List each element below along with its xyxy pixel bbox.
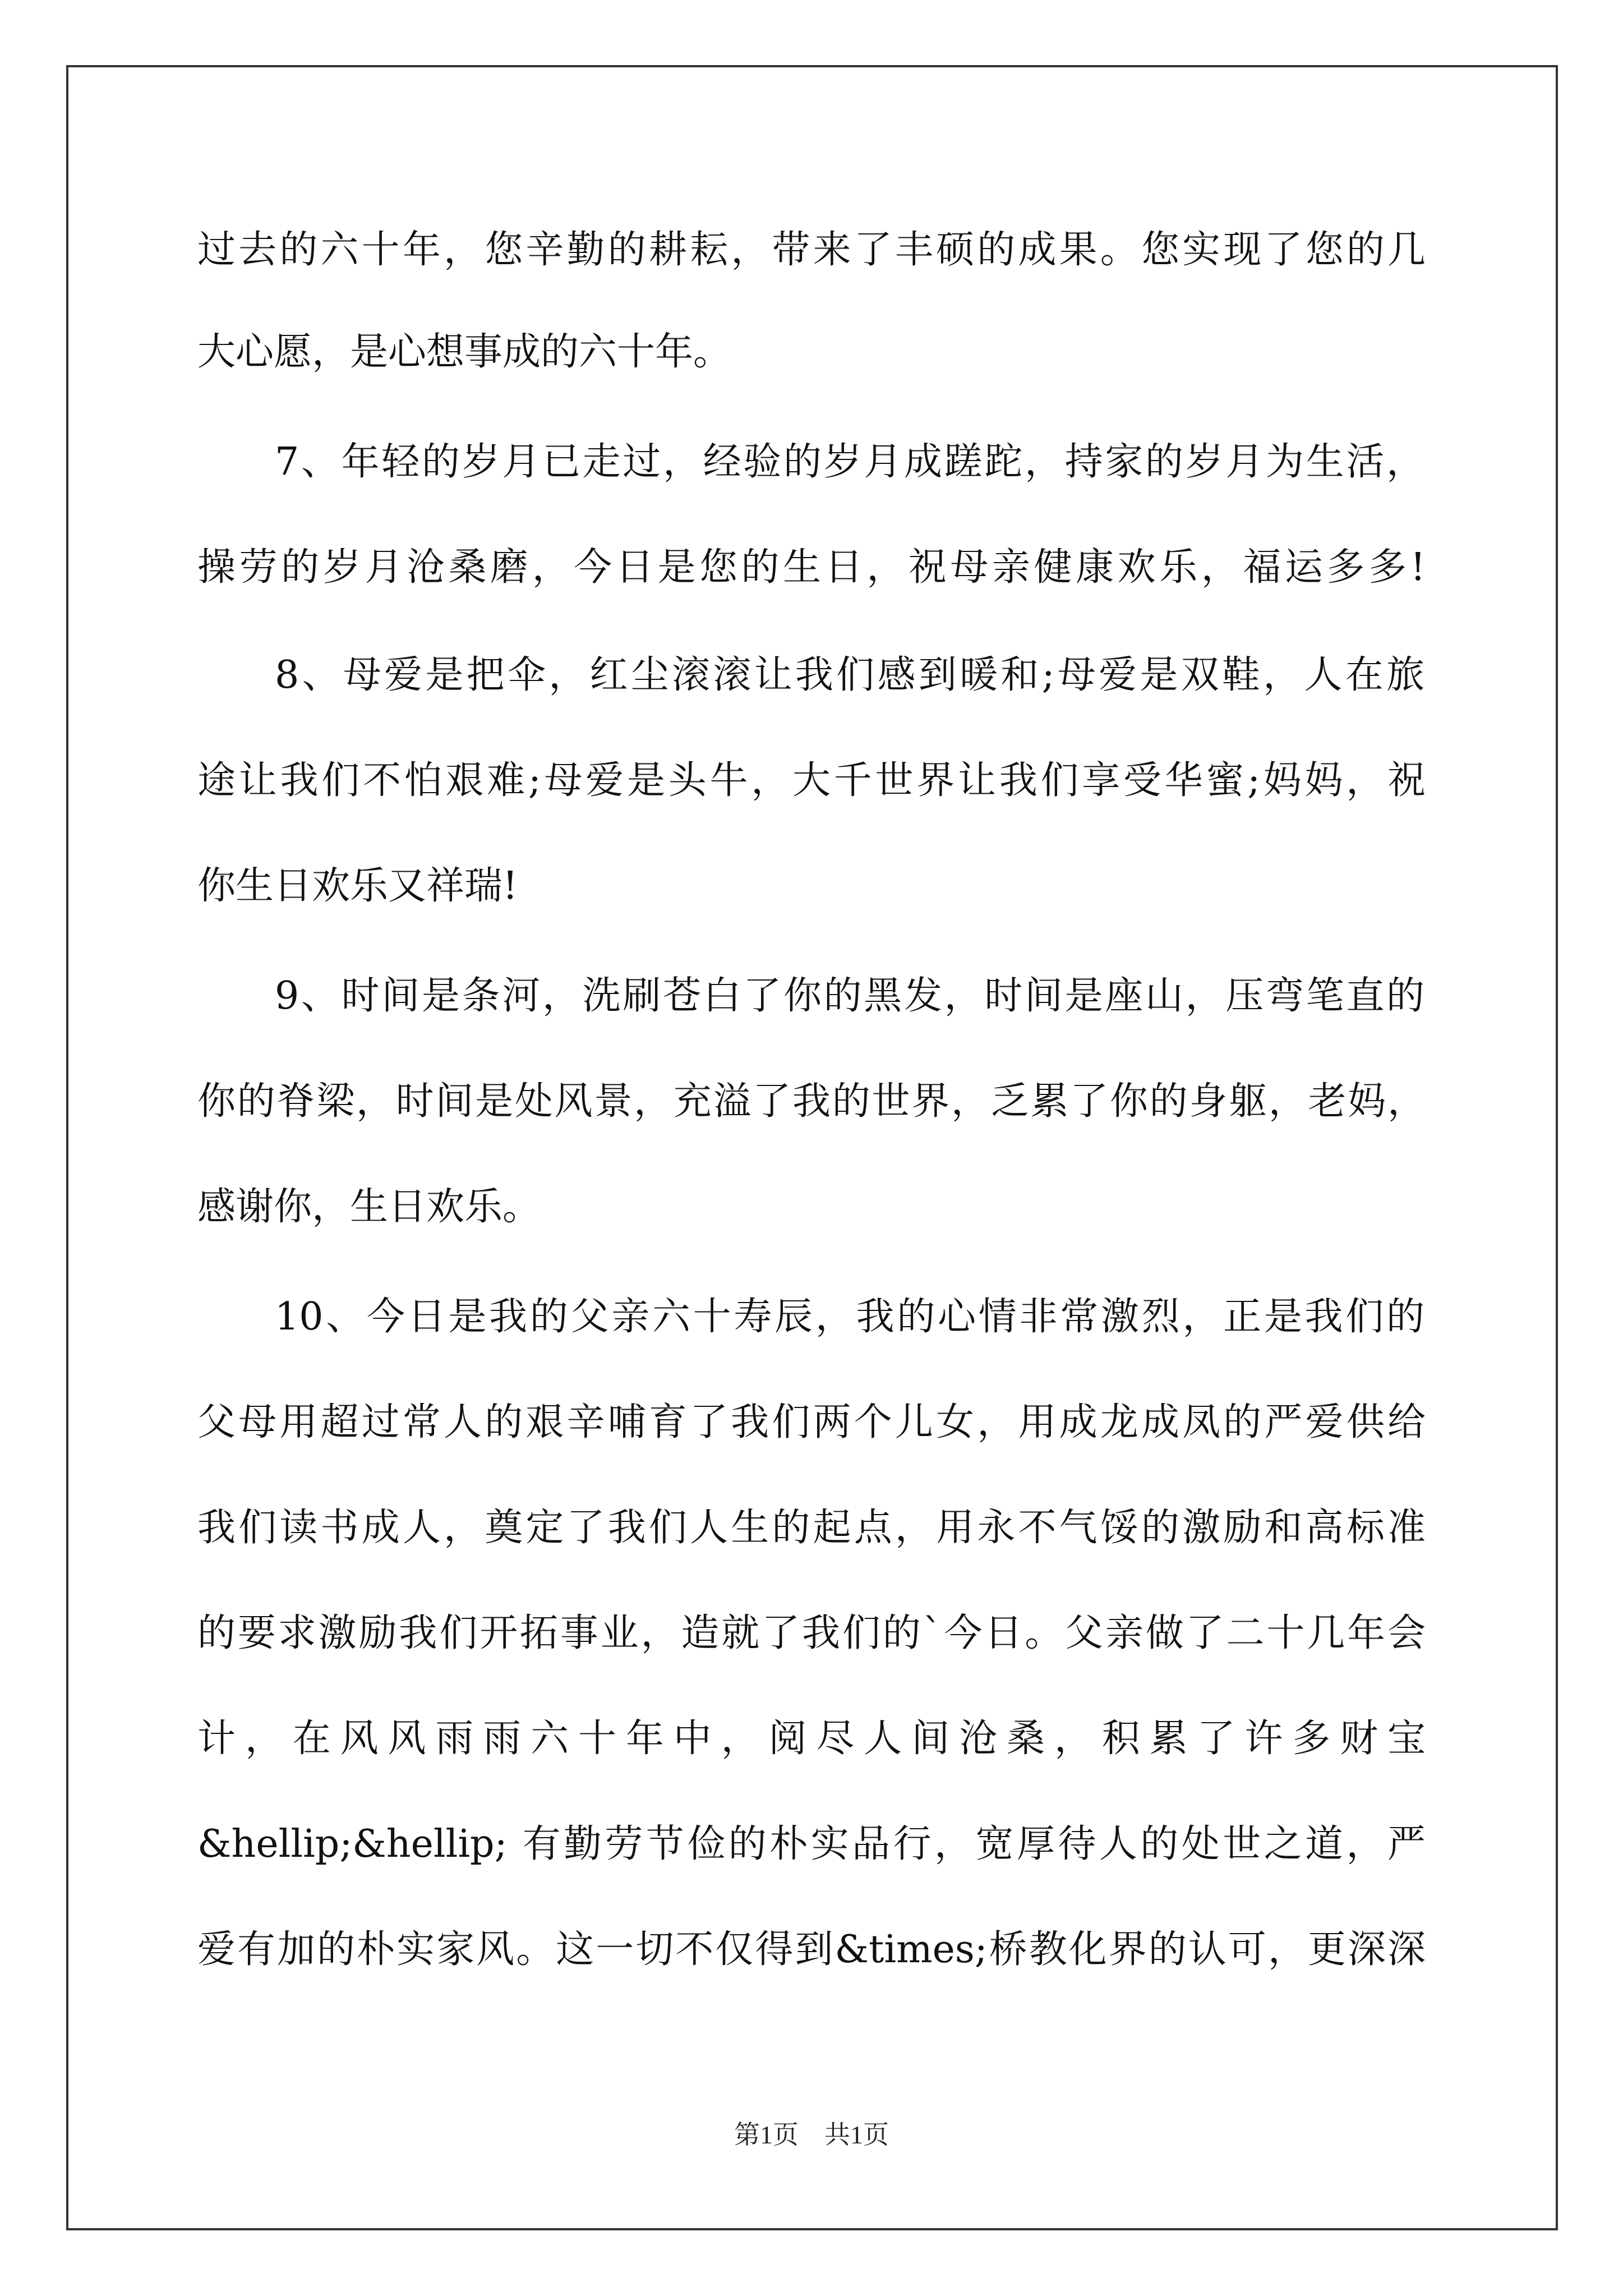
body-text-line: 过去的六十年，您辛勤的耕耘，带来了丰硕的成果。您实现了您的几 xyxy=(197,228,1426,272)
page-border xyxy=(66,65,1558,2230)
page-number-footer: 第1页 共1页 xyxy=(734,2120,889,2149)
paragraph-7-first-line: 7、年轻的岁月已走过，经验的岁月成蹉跎，持家的岁月为生活， xyxy=(275,440,1424,484)
body-text-line: 你生日欢乐又祥瑞! xyxy=(197,864,518,908)
paragraph-10-first-line: 10、今日是我的父亲六十寿辰，我的心情非常激烈，正是我们的 xyxy=(275,1295,1424,1339)
body-text-line: 感谢你，生日欢乐。 xyxy=(197,1185,541,1229)
body-text-line: 计，在风风雨雨六十年中，阅尽人间沧桑，积累了许多财宝 xyxy=(197,1717,1426,1761)
paragraph-8-first-line: 8、母爱是把伞，红尘滚滚让我们感到暖和;母爱是双鞋，人在旅 xyxy=(275,653,1424,697)
paragraph-9-first-line: 9、时间是条河，洗刷苍白了你的黑发，时间是座山，压弯笔直的 xyxy=(275,974,1424,1018)
body-text-line: 你的脊梁，时间是处风景，充溢了我的世界，乏累了你的身躯，老妈， xyxy=(197,1079,1426,1124)
body-text-line: 大心愿，是心想事成的六十年。 xyxy=(197,330,732,374)
body-text-line: 父母用超过常人的艰辛哺育了我们两个儿女，用成龙成凤的严爱供给 xyxy=(197,1400,1426,1444)
body-text-line: 爱有加的朴实家风。这一切不仅得到&times;桥教化界的认可，更深深 xyxy=(197,1927,1426,1972)
body-text-line: 我们读书成人，奠定了我们人生的起点，用永不气馁的激励和高标准 xyxy=(197,1506,1426,1550)
body-text-line: 操劳的岁月沧桑磨，今日是您的生日，祝母亲健康欢乐，福运多多! xyxy=(197,545,1426,590)
body-text-line: 途让我们不怕艰难;母爱是头牛，大千世界让我们享受华蜜;妈妈，祝 xyxy=(197,758,1426,803)
body-text-line: 的要求激励我们开拓事业，造就了我们的`今日。父亲做了二十几年会 xyxy=(197,1611,1426,1655)
body-text-line: &hellip;&hellip; 有勤劳节俭的朴实品行，宽厚待人的处世之道，严 xyxy=(197,1822,1426,1866)
